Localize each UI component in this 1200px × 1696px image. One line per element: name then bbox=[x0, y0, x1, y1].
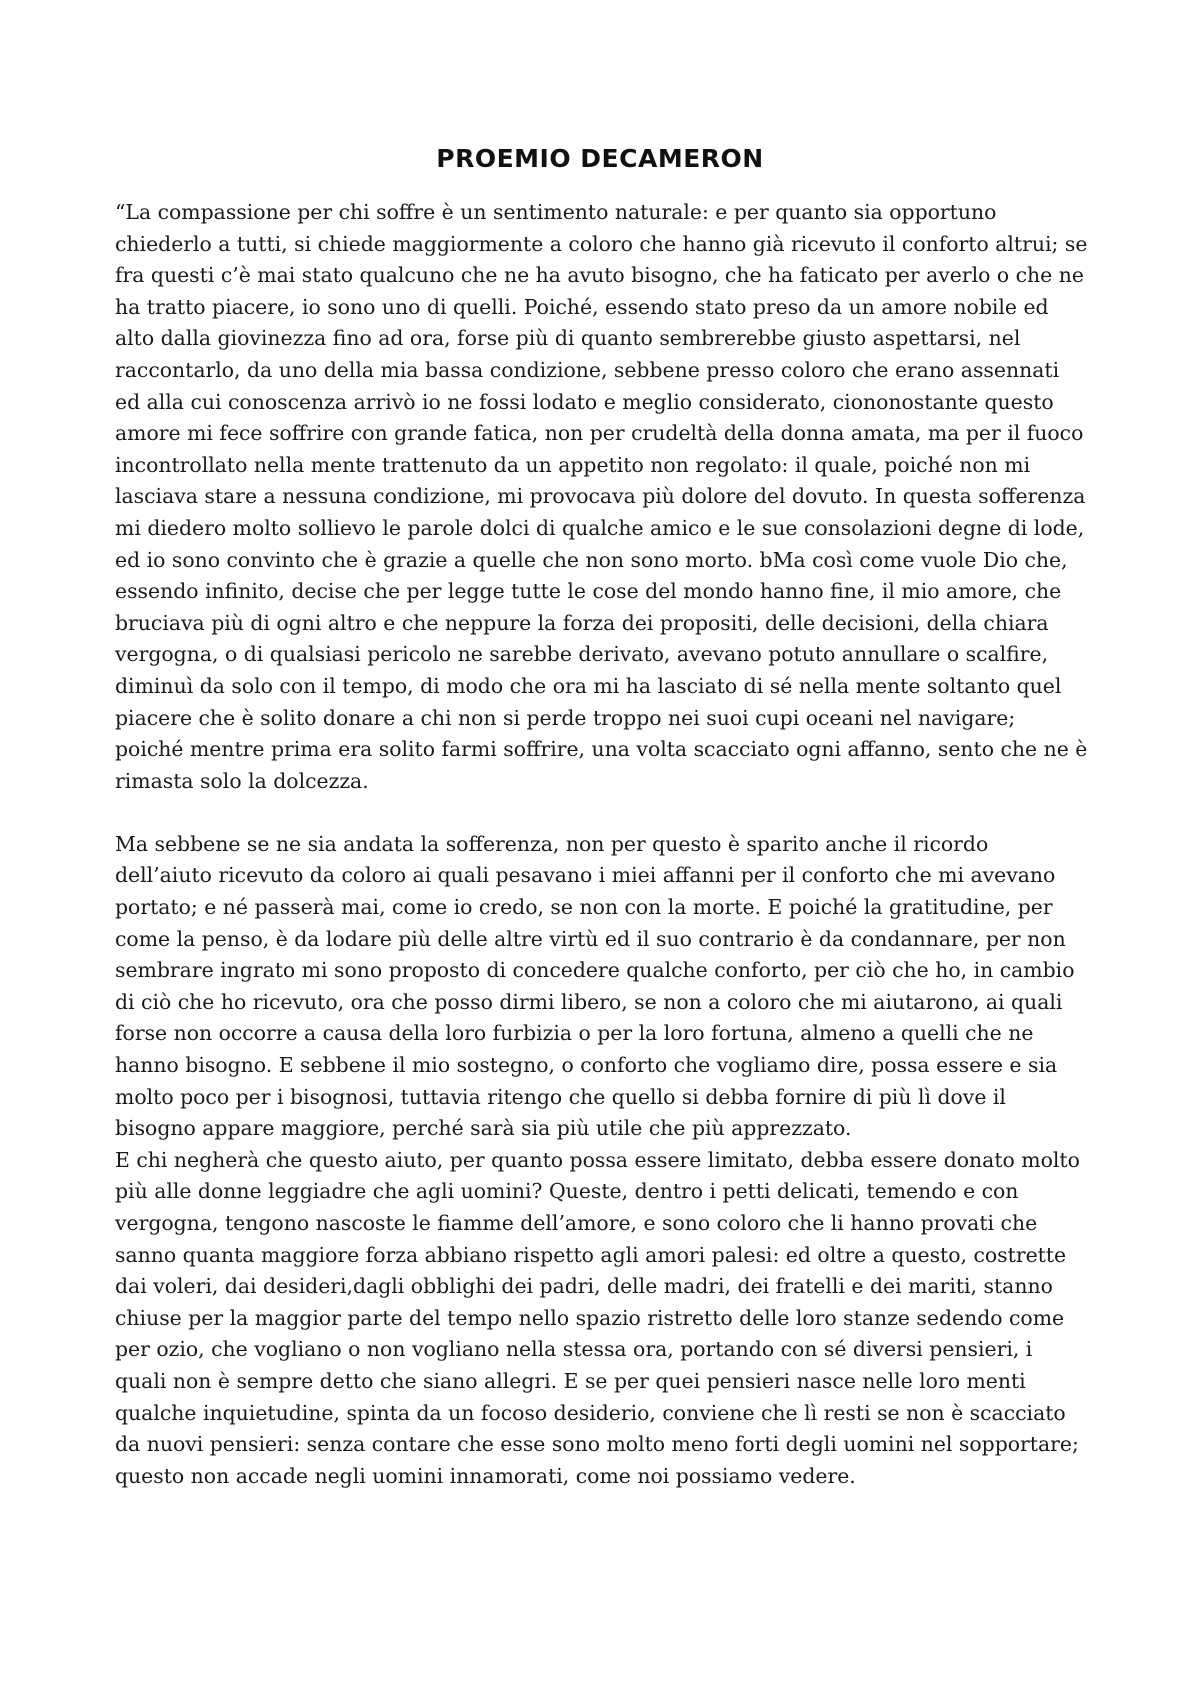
paragraph-3: E chi negherà che questo aiuto, per quanto possa essere limitato, debba essere donato molto più alle donne leggiadre che agli uomini? Queste, dentro i petti delicati, temendo e con vergogna, tengono nascoste le fiamme dell’amore, e sono coloro che li hanno provati che sanno quanta maggiore forza abbiano rispetto agli amori palesi: ed oltre a questo, costrette dai voleri, dai desideri,dagli obblighi dei padri, delle madri, dei fratelli e dei mariti, stanno chiuse per la maggior parte del tempo nello spazio ristretto delle loro stanze sedendo come per ozio, che vogliano o non vogliano nella stessa ora, portando con sé diversi pensieri, i quali non è sempre detto che siano allegri. E se per quei pensieri nasce nelle loro menti qualche inquietudine, spinta da un focoso desiderio, conviene che lì resti se non è scacciato da nuovi pensieri: senza contare che esse sono molto meno forti degli uomini nel sopportare; questo non accade negli uomini innamorati, come noi possiamo vedere. bbox=[115, 1147, 1080, 1488]
paragraph-1: “La compassione per chi soffre è un sentimento naturale: e per quanto sia opportuno chiederlo a tutti, si chiede maggiormente a coloro che hanno già ricevuto il conforto altrui; se fra questi c’è mai stato qualcuno che ne ha avuto bisogno, che ha faticato per averlo o che ne ha tratto piacere, io sono uno di quelli. Poiché, essendo stato preso da un amore nobile ed alto dalla giovinezza fino ad ora, forse più di quanto sembrerebbe giusto aspettarsi, nel raccontarlo, da uno della mia bassa condizione, sebbene presso coloro che erano assennati ed alla cui conoscenza arrivò io ne fossi lodato e meglio considerato, ciononostante questo amore mi fece soffrire con grande fatica, non per crudeltà della donna amata, ma per il fuoco incontrollato nella mente trattenuto da un appetito non regolato: il quale, poiché non mi lasciava stare a nessuna condizione, mi provocava più dolore del dovuto. In questa sofferenza mi diedero molto sollievo le parole dolci di qualche amico e le sue consolazioni degne di lode, ed io sono convinto che è grazie a quelle che non sono morto. bMa così come vuole Dio che, essendo infinito, decise che per legge tutte le cose del mondo hanno fine, il mio amore, che bruciava più di ogni altro e che neppure la forza dei propositi, delle decisioni, della chiara vergogna, o di qualsiasi pericolo ne sarebbe derivato, avevano potuto annullare o scalfire, diminuì da solo con il tempo, di modo che ora mi ha lasciato di sé nella mente soltanto quel piacere che è solito donare a chi non si perde troppo nei suoi cupi oceani nel navigare; poiché mentre prima era solito farmi soffrire, una volta scacciato ogni affanno, sento che ne è rimasta solo la dolcezza. bbox=[115, 200, 1088, 793]
document-body bbox=[115, 197, 1090, 1492]
paragraph-spacer bbox=[115, 797, 1090, 829]
paragraph-2: Ma sebbene se ne sia andata la sofferenza, non per questo è sparito anche il ricordo dell’aiuto ricevuto da coloro ai quali pesavano i miei affanni per il conforto che mi avevano portato; e né passerà mai, come io credo, se non con la morte. E poiché la gratitudine, per come la penso, è da lodare più delle altre virtù ed il suo contrario è da condannare, per non sembrare ingrato mi sono proposto di concedere qualche conforto, per ciò che ho, in cambio di ciò che ho ricevuto, ora che posso dirmi libero, se non a coloro che mi aiutarono, ai quali forse non occorre a causa della loro furbizia o per la loro fortuna, almeno a quelli che ne hanno bisogno. E sebbene il mio sostegno, o conforto che vogliamo dire, possa essere e sia molto poco per i bisognosi, tuttavia ritengo che quello si debba fornire di più lì dove il bisogno appare maggiore, perché sarà sia più utile che più apprezzato. bbox=[115, 831, 1075, 1141]
document-title: PROEMIO DECAMERON bbox=[436, 144, 764, 173]
